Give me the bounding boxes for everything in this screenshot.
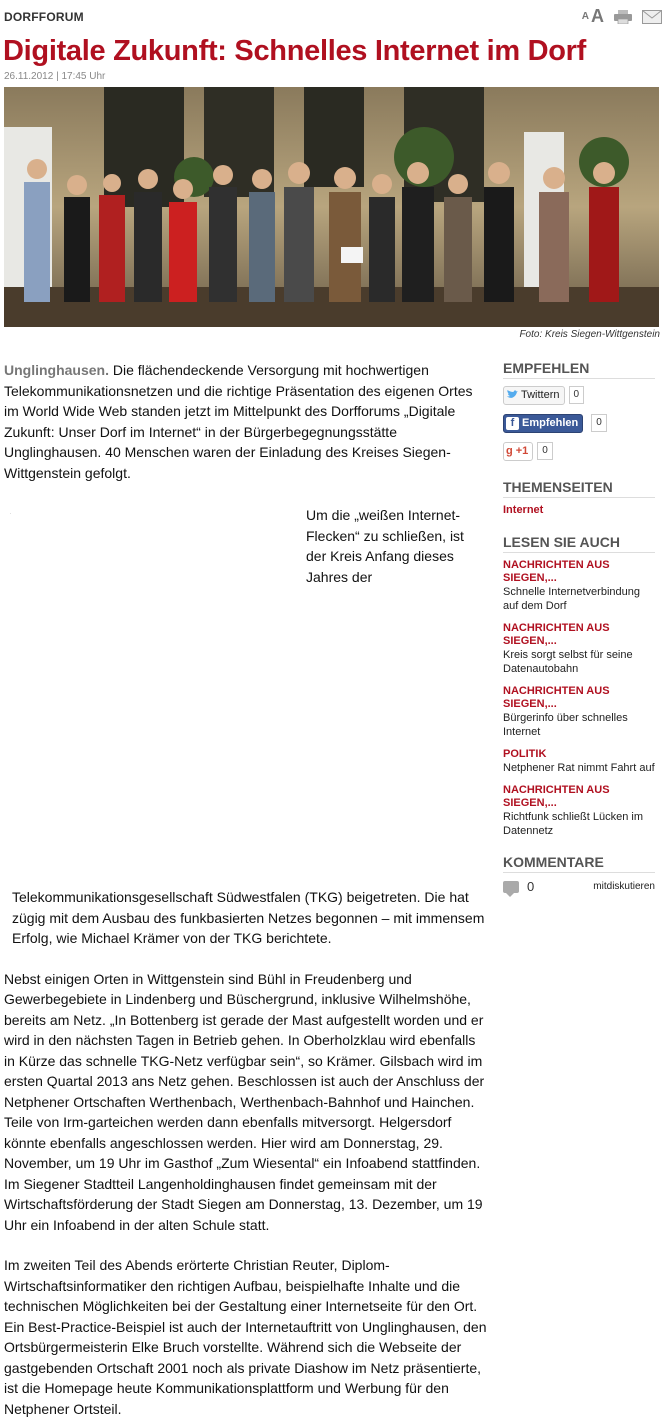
- article-lead-text: Die flächendeckende Versorgung mit hochwertigen Telekommunikationsnetzen und die richtige Präsentation des eigenen Ortes im World Wide Web standen jetzt im Mittelpunkt des Dorfforums „Digitale Zukunft: Unser Dorf im Internet“ in der Bürgerbegegnungsstätte Unglinghausen. 40 Menschen waren der Einladung des Kreises Siegen-Wittgenstein gefolgt.: [4, 362, 473, 481]
- related-heading: LESEN SIE AUCH: [503, 534, 655, 553]
- mail-icon[interactable]: [642, 10, 662, 24]
- comment-bubble-icon: [503, 881, 519, 893]
- related-item[interactable]: [503, 748, 655, 775]
- facebook-icon: f: [506, 417, 519, 430]
- twitter-bird-icon: [506, 390, 518, 400]
- font-size-decrease-icon[interactable]: A: [581, 11, 589, 22]
- article-photo[interactable]: [4, 87, 659, 327]
- related-title[interactable]: Schnelle Internetverbindung auf dem Dorf: [503, 586, 640, 612]
- article-paragraph: Nebst einigen Orten in Wittgenstein sind Bühl in Freudenberg und Gewerbegebiete in Lindenberg und Büschergrund, inklusive Wilhelmshöhe, bereits am Netz. „In Bottenberg ist gerade der Mast aufgestellt worden und er wird in den nächsten Tagen in Betrieb gehen. In Oberholzklau wird ebenfalls in Kürze das schnelle TKG-Netz verfügbar sein“, so Krämer. Gilsbach wird im ersten Quartal 2013 ans Netz gehen. Beschlossen ist auch der Anschluss der Netphener Ortschaften Werthenbach, Werthenbach-Bahnhof und Hainchen. Teile von Irm-garteichen werden dann ebenfalls mitversorgt. Helgersdorf könnte ebenfalls angeschlossen werden. Hier wird am Donnerstag, 29. November, um 19 Uhr im Gasthof „Zum Wiesental“ ein Infoabend stattfinden. Im Siegener Stadtteil Langenholdinghausen findet gemeinsam mit der Wirtschaftsförderung der Stadt Siegen am Donnerstag, 13. Dezember, um 19 Uhr ein Infoabend in der alten Schule statt.: [4, 970, 485, 1233]
- discuss-link[interactable]: mitdiskutieren: [593, 881, 655, 892]
- related-category: NACHRICHTEN AUS SIEGEN,...: [503, 784, 610, 809]
- facebook-share-row: [503, 413, 655, 433]
- comments-count: 0: [527, 879, 535, 894]
- article-paragraph: Im zweiten Teil des Abends erörterte Christian Reuter, Diplom-Wirtschaftsinformatiker den richtigen Aufbau, beispielhafte Inhalte und die technischen Möglichkeiten bei der Gestaltung einer Internetseite für den Ort. Ein Best-Practice-Beispiel ist auch der Internetauftritt von Unglinghausen, den Ortsbürgermeisterin Elke Bruch vorstellte. Während sich die Webseite der gastgebenden Ortschaft 2001 noch als private Diashow im Netz präsentierte, ist die Homepage heute Kommunikationsplattform und Werbung für den Netphener Ortsteil.: [4, 1257, 487, 1417]
- share-heading: EMPFEHLEN: [503, 360, 655, 379]
- related-item[interactable]: [503, 559, 655, 613]
- font-size-increase-icon[interactable]: A: [591, 6, 604, 26]
- related-title[interactable]: Netphener Rat nimmt Fahrt auf: [503, 762, 655, 774]
- article-tools: [582, 6, 662, 27]
- ad-marker: .: [10, 510, 12, 516]
- article-place: Unglinghausen.: [4, 362, 109, 378]
- facebook-label: Empfehlen: [522, 417, 579, 429]
- photo-caption: Foto: Kreis Siegen-Wittgenstein: [519, 329, 660, 340]
- article-title: Digitale Zukunft: Schnelles Internet im Dorf: [3, 35, 586, 67]
- facebook-button[interactable]: [503, 414, 583, 433]
- gplus-share-row: [503, 441, 655, 461]
- article-body: [4, 360, 488, 1419]
- article-lead: [4, 360, 488, 483]
- related-title[interactable]: Kreis sorgt selbst für seine Datenautobahn: [503, 649, 633, 675]
- twitter-button[interactable]: [503, 386, 565, 405]
- twitter-share-row: [503, 385, 655, 405]
- article-paragraph: Um die „weißen Internet-Flecken“ zu schließen, ist der Kreis Anfang dieses Jahres der Telekommunikationsgesellschaft Südwestfalen (TKG) beigetreten. Die hat zügig mit dem Ausbau des funkbasierten Netzes begonnen – mit immensem Erfolg, wie Michael Krämer von der TKG berichtete.: [12, 507, 485, 946]
- related-item[interactable]: [503, 784, 655, 838]
- gplus-count: 0: [537, 442, 553, 460]
- gplus-icon: g: [506, 445, 513, 457]
- related-category: POLITIK: [503, 748, 547, 760]
- related-category: NACHRICHTEN AUS SIEGEN,...: [503, 622, 610, 647]
- related-category: NACHRICHTEN AUS SIEGEN,...: [503, 685, 610, 710]
- ad-placeholder: [4, 505, 306, 887]
- related-item[interactable]: [503, 685, 655, 739]
- related-category: NACHRICHTEN AUS SIEGEN,...: [503, 559, 610, 584]
- sidebar: [503, 360, 655, 894]
- comments-heading: KOMMENTARE: [503, 854, 655, 873]
- topic-link[interactable]: Internet: [503, 504, 544, 516]
- topics-heading: THEMENSEITEN: [503, 479, 655, 498]
- gplus-button[interactable]: [503, 442, 533, 461]
- article-dateline: 26.11.2012 | 17:45 Uhr: [4, 71, 106, 82]
- gplus-label: +1: [515, 445, 529, 457]
- section-kicker: DORFFORUM: [4, 10, 84, 24]
- twitter-count: 0: [569, 386, 585, 404]
- related-title[interactable]: Richtfunk schließt Lücken im Datennetz: [503, 811, 643, 837]
- comments-row: [503, 879, 655, 894]
- twitter-label: Twittern: [521, 389, 560, 401]
- group-photo-image: [4, 87, 659, 327]
- print-icon[interactable]: [614, 10, 632, 24]
- facebook-count: 0: [591, 414, 607, 432]
- related-title[interactable]: Bürgerinfo über schnelles Internet: [503, 712, 628, 738]
- related-item[interactable]: [503, 622, 655, 676]
